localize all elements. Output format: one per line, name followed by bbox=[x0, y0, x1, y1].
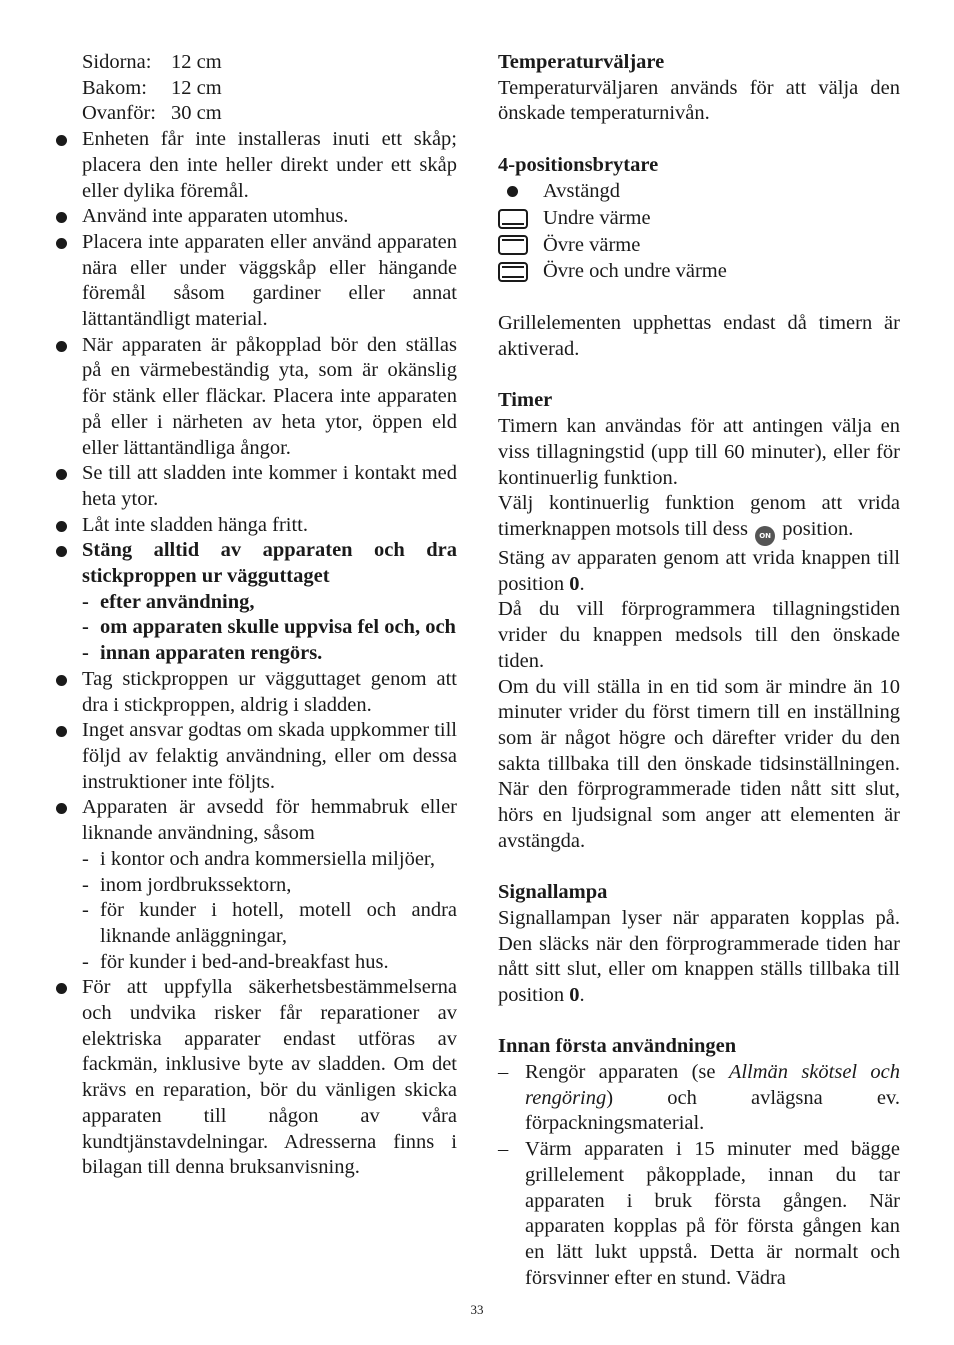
switch-item-off: Avstängd bbox=[498, 179, 900, 206]
timer-paragraph: Välj kontinuerlig funktion genom att vrida timerknappen motsols till dess ON position. bbox=[498, 491, 900, 546]
bullet-item: Se till att sladden inte kommer i kontakt med heta ytor. bbox=[55, 461, 457, 512]
on-position-icon: ON bbox=[755, 526, 775, 546]
timer-paragraph: Timern kan användas för att antingen välja en viss tillagningstid (upp till 60 minuter), eller för kontinuerlig funktion. bbox=[498, 415, 900, 489]
timer-paragraph: Stäng av apparaten genom att vrida knappen till position 0. bbox=[498, 546, 900, 595]
bullet-item: Apparaten är avsedd för hemmabruk eller liknande användning, såsom bbox=[55, 795, 457, 846]
temperature-text: Temperaturväljaren används för att välja den önskade temperaturnivån. bbox=[498, 76, 900, 125]
timer-paragraph: Då du vill förprogrammera tillagningstiden vrider du knappen medsols till den önskade tiden. bbox=[498, 598, 900, 672]
sub-item: - om apparaten skulle uppvisa fel och, och bbox=[82, 616, 456, 639]
distance-row: Sidorna: 12 cm bbox=[82, 51, 222, 73]
distance-row: Bakom: 12 cm bbox=[82, 76, 222, 99]
distance-row: Ovanför: 30 cm bbox=[82, 102, 222, 125]
lamp-text: Signallampan lyser när apparaten kopplas på. Den släcks när den förprogrammerade tiden har nått sitt slut, eller om knappen ställs tillbaka till position 0. bbox=[498, 906, 900, 1006]
upper-lower-heat-icon bbox=[498, 262, 528, 282]
bullet-item: Använd inte apparaten utomhus. bbox=[55, 204, 457, 230]
sub-item: - efter användning, bbox=[82, 590, 255, 613]
first-use-item: – Värm apparaten i 15 minuter med bägge grillelement påkopplade, innan du tar apparaten i bruk första gången. När apparaten kopplas på för första gången kan en lätt lukt uppstå. Detta är normalt och försvinner efter en stund. Vädra bbox=[498, 1138, 900, 1289]
sub-item: - innan apparaten rengörs. bbox=[82, 642, 323, 665]
timer-paragraph: Om du vill ställa in en tid som är mindre än 10 minuter vrider du först timern till en inställning som är något högre och därefter vrider du den sakta tillbaka till den önskade tidsinställningen. När den förprogrammerade tiden nått sitt slut, hörs en ljudsignal som anger att elementen är avstängda. bbox=[498, 675, 900, 852]
bullet-item: Enheten får inte installeras inuti ett skåp; placera den inte heller direkt under ett skåp eller dylika föremål. bbox=[55, 127, 457, 204]
bullet-item: Tag stickproppen ur vägguttaget genom att dra i stickproppen, aldrig i sladden. bbox=[55, 667, 457, 718]
section-heading-switch: 4-positionsbrytare bbox=[498, 153, 659, 176]
section-heading-temperature: Temperaturväljare bbox=[498, 51, 665, 73]
lower-heat-icon bbox=[498, 209, 528, 229]
bullet-item: Inget ansvar godtas om skada uppkommer till följd av felaktig användning, eller om dessa instruktioner inte följts. bbox=[55, 718, 457, 795]
section-heading-lamp: Signallampa bbox=[498, 881, 608, 904]
section-heading-timer: Timer bbox=[498, 389, 553, 412]
bullet-item: Placera inte apparaten eller använd apparaten nära eller under väggskåp eller hängande föremål såsom gardiner eller annat lättantändligt material. bbox=[55, 230, 457, 333]
page-number: 33 bbox=[470, 1302, 484, 1317]
section-heading-first-use: Innan första användningen bbox=[498, 1035, 737, 1058]
switch-item-upper-lower-heat: Övre och undre värme bbox=[498, 259, 900, 286]
first-use-item: – Rengör apparaten (se Allmän skötsel och rengöring) och avlägsna ev. förpackningsmaterial. bbox=[498, 1061, 901, 1135]
right-column bbox=[498, 50, 900, 1291]
bullet-item: För att uppfylla säkerhetsbestämmelserna och undvika risker får reparationer av elektriska apparater endast utföras av fackmän, inklusive byte av sladden. Om det krävs en reparation, bör du vänligen skicka apparaten till någon av våra kundtjänstavdelningar. Adresserna finns i bilagan till denna bruksanvisning. bbox=[55, 975, 457, 1181]
grill-text: Grillelementen upphettas endast då timern är aktiverad. bbox=[498, 312, 900, 361]
upper-heat-icon bbox=[498, 235, 528, 255]
bullet-item: Stäng alltid av apparaten och dra stickproppen ur vägguttaget bbox=[55, 538, 457, 589]
sub-item: - inom jordbrukssektorn, bbox=[82, 873, 292, 896]
sub-item: - för kunder i hotell, motell och andra liknande anläggningar, bbox=[82, 899, 457, 947]
switch-item-upper-heat: Övre värme bbox=[498, 232, 900, 259]
bullet-item: Låt inte sladden hänga fritt. bbox=[55, 513, 457, 539]
sub-item: - i kontor och andra kommersiella miljöer, bbox=[82, 847, 436, 870]
bullet-item: När apparaten är påkopplad bör den ställas på en värmebeständig yta, som är okänslig för stänk eller fläckar. Placera inte apparaten på eller i närheten av heta ytor, öppen eld eller lättantändliga ångor. bbox=[55, 333, 457, 462]
switch-item-lower-heat: Undre värme bbox=[498, 205, 900, 232]
left-column bbox=[55, 50, 457, 1181]
distance-list bbox=[55, 50, 457, 127]
sub-item: - för kunder i bed-and-breakfast hus. bbox=[82, 950, 389, 973]
off-dot-icon bbox=[507, 186, 518, 197]
